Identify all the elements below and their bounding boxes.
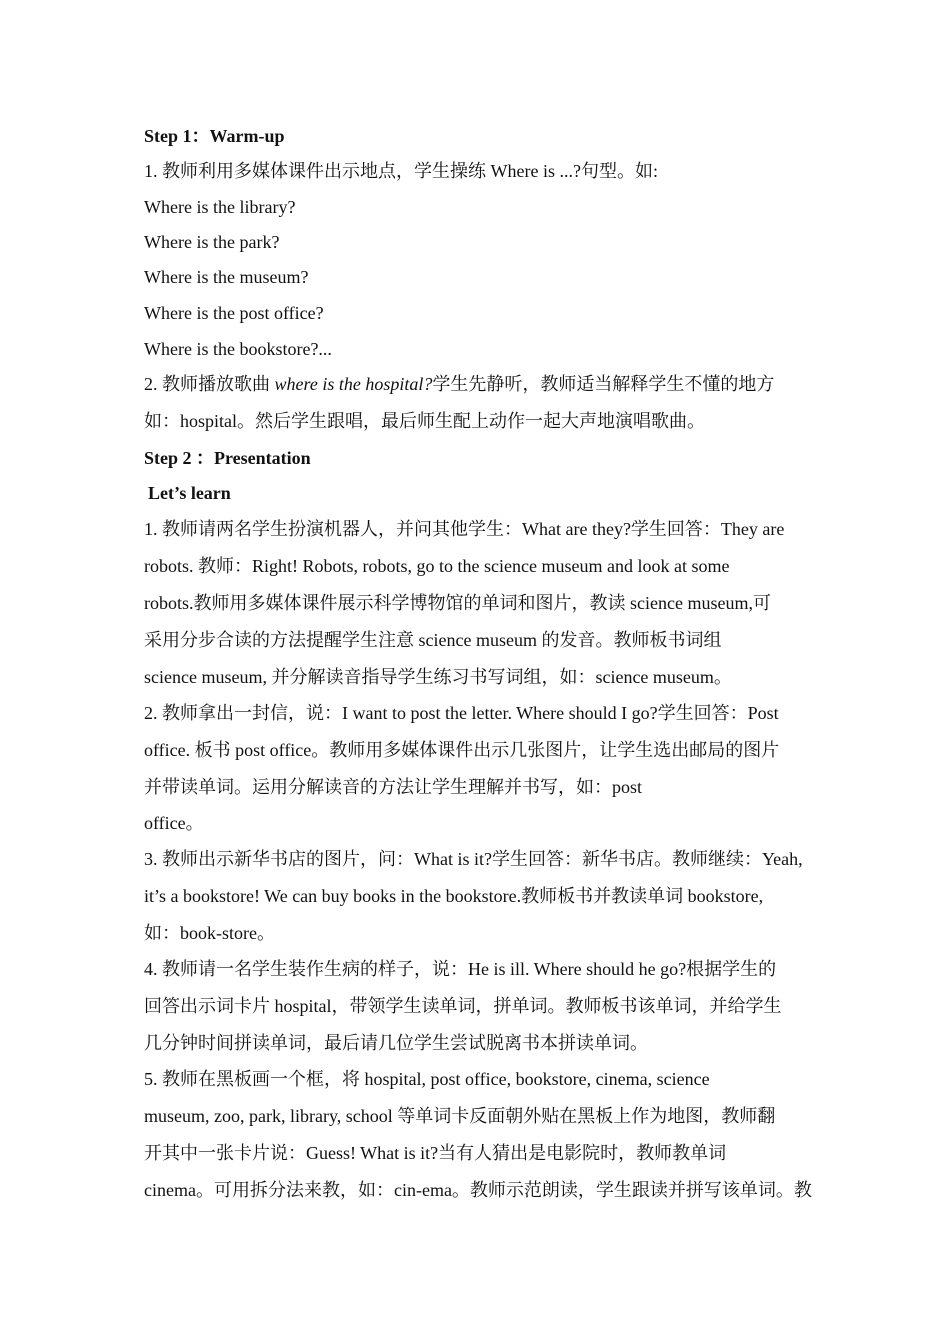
paragraph-line: it’s a bookstore! We can buy books in the bookstore.教师板书并教读单词 bookstore, bbox=[144, 886, 764, 906]
paragraph-line: office。 bbox=[144, 813, 204, 833]
paragraph-line: 5. 教师在黑板画一个框，将 hospital, post office, bookstore, cinema, science bbox=[144, 1069, 710, 1089]
paragraph-line: 4. 教师请一名学生装作生病的样子，说：He is ill. Where should he go?根据学生的 bbox=[144, 959, 777, 979]
example-line: Where is the bookstore?... bbox=[144, 339, 332, 359]
paragraph-line: science museum, 并分解读音指导学生练习书写词组，如：science museum。 bbox=[144, 667, 732, 687]
paragraph-line: 几分钟时间拼读单词，最后请几位学生尝试脱离书本拼读单词。 bbox=[144, 1033, 648, 1053]
paragraph-line: 回答出示词卡片 hospital，带领学生读单词，拼单词。教师板书该单词，并给学生 bbox=[144, 996, 782, 1016]
paragraph-line: museum, zoo, park, library, school 等单词卡反面朝外贴在黑板上作为地图，教师翻 bbox=[144, 1106, 776, 1126]
paragraph-line: 并带读单词。运用分解读音的方法让学生理解并书写，如：post bbox=[144, 777, 643, 797]
paragraph-line: 1. 教师请两名学生扮演机器人，并问其他学生：What are they?学生回答：They are bbox=[144, 519, 785, 539]
example-line: Where is the museum? bbox=[144, 267, 309, 287]
item2-suffix: 学生先静听，教师适当解释学生不懂的地方 bbox=[432, 374, 775, 394]
song-title: where is the hospital? bbox=[274, 374, 433, 394]
paragraph-line: robots. 教师：Right! Robots, robots, go to the science museum and look at some bbox=[144, 556, 730, 576]
paragraph-line: 3. 教师出示新华书店的图片，问：What is it?学生回答：新华书店。教师继续：Yeah, bbox=[144, 849, 803, 869]
step1-heading: Step 1：Warm-up bbox=[144, 126, 285, 146]
step1-item2 bbox=[144, 372, 812, 396]
paragraph-line: office. 板书 post office。教师用多媒体课件出示几张图片，让学生选出邮局的图片 bbox=[144, 740, 780, 760]
example-line: Where is the park? bbox=[144, 232, 280, 252]
step2-heading: Step 2 ：Presentation bbox=[144, 448, 311, 468]
paragraph-line: 2. 教师拿出一封信，说：I want to post the letter. Where should I go?学生回答：Post bbox=[144, 703, 779, 723]
paragraph-line: 采用分步合读的方法提醒学生注意 science museum 的发音。教师板书词组 bbox=[144, 630, 722, 650]
step1-item2-continued: 如：hospital。然后学生跟唱，最后师生配上动作一起大声地演唱歌曲。 bbox=[144, 411, 705, 431]
paragraph-line: cinema。可用拆分法来教，如：cin-ema。教师示范朗读，学生跟读并拼写该单词。教 bbox=[144, 1180, 812, 1200]
example-line: Where is the library? bbox=[144, 197, 296, 217]
item2-prefix: 2. 教师播放歌曲 bbox=[144, 374, 275, 394]
paragraph-line: robots.教师用多媒体课件展示科学博物馆的单词和图片，教读 science museum,可 bbox=[144, 593, 771, 613]
step1-item1: 1. 教师利用多媒体课件出示地点，学生操练 Where is ...?句型。如: bbox=[144, 161, 658, 181]
step2-subheading: Let’s learn bbox=[148, 483, 231, 503]
paragraph-line: 如：book-store。 bbox=[144, 923, 275, 943]
example-line: Where is the post office? bbox=[144, 303, 324, 323]
paragraph-line: 开其中一张卡片说：Guess! What is it?当有人猜出是电影院时，教师教单词 bbox=[144, 1143, 727, 1163]
